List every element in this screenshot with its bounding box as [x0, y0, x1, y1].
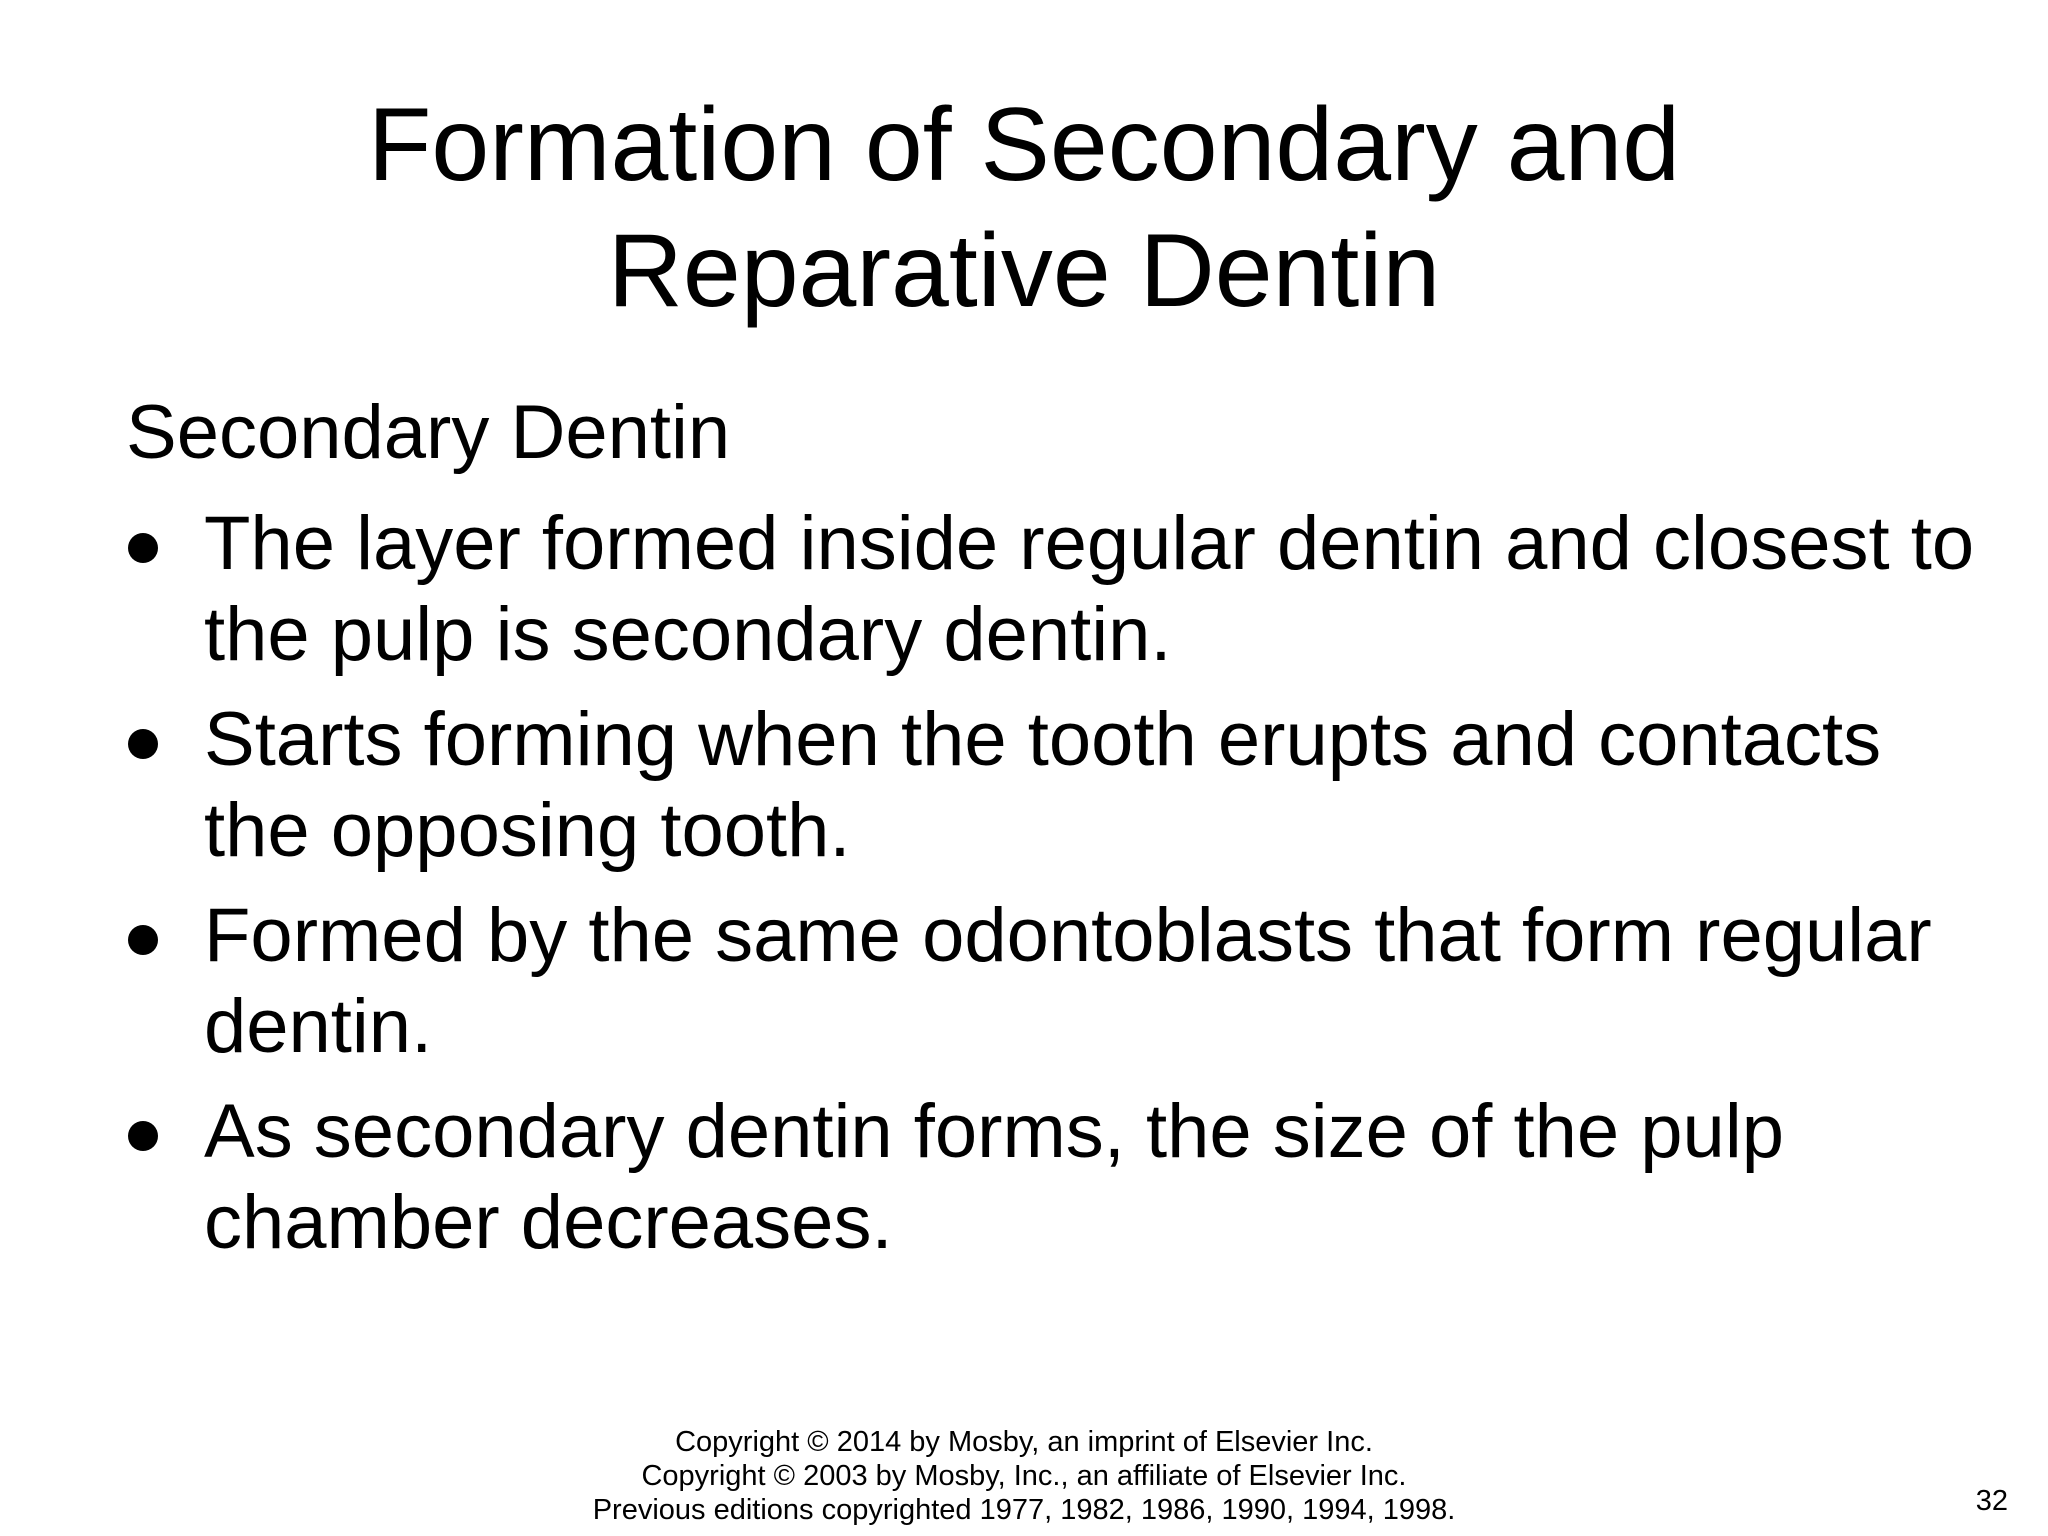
section-heading: Secondary Dentin	[126, 390, 731, 475]
bullet-item	[126, 890, 1986, 1072]
bullet-dot-icon	[128, 533, 158, 563]
bullet-list	[126, 498, 1986, 1282]
copyright-notice	[0, 1425, 2048, 1527]
bullet-item	[126, 1086, 1986, 1268]
bullet-text: Formed by the same odontoblasts that form regular dentin.	[204, 893, 1932, 1069]
bullet-text: The layer formed inside regular dentin and closest to the pulp is secondary dentin.	[204, 501, 1975, 677]
bullet-item	[126, 694, 1986, 876]
bullet-item	[126, 498, 1986, 680]
copyright-line-3: Previous editions copyrighted 1977, 1982, 1986, 1990, 1994, 1998.	[592, 1494, 1456, 1526]
copyright-line-2: Copyright © 2003 by Mosby, Inc., an affiliate of Elsevier Inc.	[641, 1460, 1407, 1492]
page-number: 32	[1975, 1485, 2008, 1517]
bullet-dot-icon	[128, 1121, 158, 1151]
bullet-dot-icon	[128, 925, 158, 955]
bullet-dot-icon	[128, 729, 158, 759]
slide-title-line-1: Formation of Secondary and	[367, 87, 1681, 203]
bullet-text: Starts forming when the tooth erupts and contacts the opposing tooth.	[204, 697, 1882, 873]
slide-title	[0, 82, 2048, 334]
copyright-line-1: Copyright © 2014 by Mosby, an imprint of Elsevier Inc.	[675, 1426, 1373, 1458]
bullet-text: As secondary dentin forms, the size of the pulp chamber decreases.	[204, 1089, 1784, 1265]
slide-title-line-2: Reparative Dentin	[607, 213, 1441, 329]
